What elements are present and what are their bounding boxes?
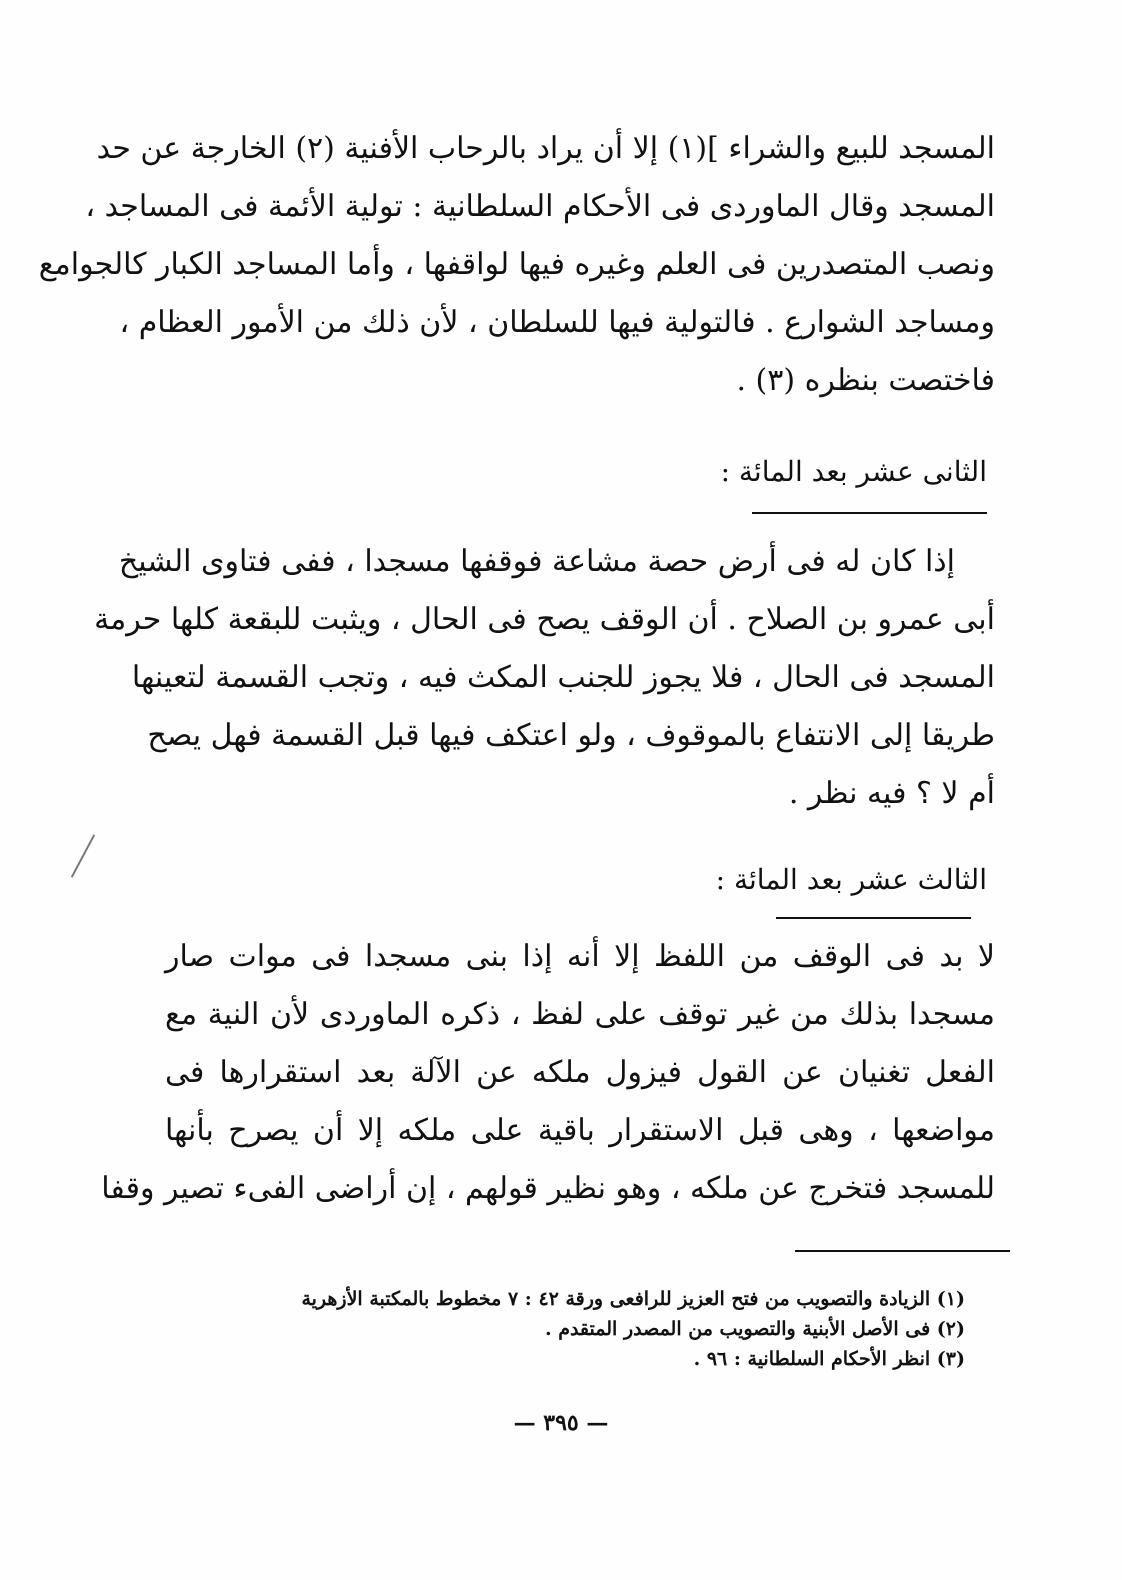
- paragraph-line: ونصب المتصدرين فى العلم وغيره فيها لواقفها ، وأما المساجد الكبار كالجوامع: [38, 247, 995, 282]
- footnote-2: (٢) فى الأصل الأبنية والتصويب من المصدر المتقدم .: [544, 1318, 965, 1340]
- footnotes: [165, 1284, 965, 1374]
- paragraph-line: مواضعها ، وهى قبل الاستقرار باقية على ملكه إلا أن يصرح بأنها: [165, 1113, 995, 1148]
- paragraph-line: أم لا ؟ فيه نظر .: [788, 776, 995, 811]
- paragraph-line: المسجد للبيع والشراء ](١) إلا أن يراد بالرحاب الأفنية (٢) الخارجة عن حد: [96, 131, 995, 166]
- footnote-1: (١) الزيادة والتصويب من فتح العزيز للرافعى ورقة ٤٢ : ٧ مخطوط بالمكتبة الأزهرية: [301, 1288, 965, 1310]
- section-heading-113: الثالث عشر بعد المائة :: [715, 863, 987, 896]
- footnote-separator: [795, 1250, 1010, 1252]
- page-number: — ٣٩٥ —: [513, 1410, 609, 1436]
- paragraph-line: المسجد فى الحال ، فلا يجوز للجنب المكث فيه ، وتجب القسمة لتعينها: [131, 660, 995, 695]
- paragraph-line: إذا كان له فى أرض حصة مشاعة فوقفها مسجدا ، ففى فتاوى الشيخ: [118, 544, 955, 579]
- section-heading-112: الثانى عشر بعد المائة :: [720, 455, 987, 488]
- paragraph-line: ومساجد الشوارع . فالتولية فيها للسلطان ، لأن ذلك من الأمور العظام ،: [119, 305, 995, 340]
- footnote-3: (٣) انظر الأحكام السلطانية : ٩٦ .: [693, 1348, 965, 1370]
- paragraph-line: أبى عمرو بن الصلاح . أن الوقف يصح فى الحال ، ويثبت للبقعة كلها حرمة: [94, 602, 995, 637]
- heading-underline: [752, 512, 987, 514]
- paragraph-line: المسجد وقال الماوردى فى الأحكام السلطانية : تولية الأئمة فى المساجد ،: [85, 189, 995, 224]
- paragraph-line: طريقا إلى الانتفاع بالموقوف ، ولو اعتكف فيها قبل القسمة فهل يصح: [147, 718, 995, 753]
- paragraph-line: للمسجد فتخرج عن ملكه ، وهو نظير قولهم ، إن أراضى الفىء تصير وقفا: [101, 1171, 995, 1206]
- heading-underline: [776, 917, 971, 919]
- paragraph-section-113: [101, 928, 995, 1218]
- scan-mark: [71, 834, 95, 877]
- paragraph-section-112: [94, 533, 995, 823]
- paragraph-line: فاختصت بنظره (٣) .: [736, 363, 995, 398]
- paragraph-line: الفعل تغنيان عن القول فيزول ملكه عن الآلة بعد استقرارها فى: [165, 1055, 995, 1090]
- paragraph-line: لا بد فى الوقف من اللفظ إلا أنه إذا بنى مسجدا فى موات صار: [165, 939, 995, 974]
- paragraph-continuation: [38, 120, 995, 410]
- paragraph-line: مسجدا بذلك من غير توقف على لفظ ، ذكره الماوردى لأن النية مع: [165, 997, 995, 1032]
